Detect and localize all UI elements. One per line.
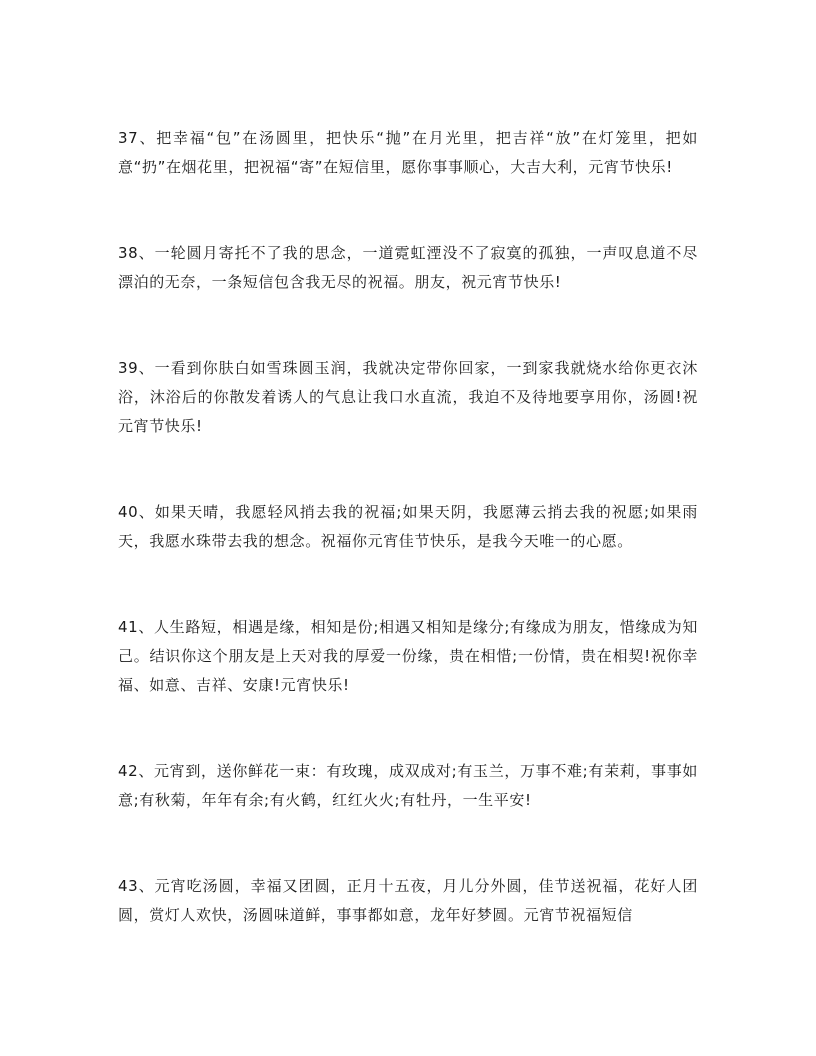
paragraph-40: 40、如果天晴，我愿轻风捎去我的祝福;如果天阴，我愿薄云捎去我的祝愿;如果雨天，我愿水珠带去我的想念。祝福你元宵佳节快乐，是我今天唯一的心愿。: [118, 503, 698, 550]
paragraph-37: 37、把幸福“包”在汤圆里，把快乐“抛”在月光里，把吉祥“放”在灯笼里，把如意“扔”在烟花里，把祝福“寄”在短信里，愿你事事顺心，大吉大利，元宵节快乐!: [118, 129, 698, 176]
paragraph-38: 38、一轮圆月寄托不了我的思念，一道霓虹湮没不了寂寞的孤独，一声叹息道不尽漂泊的无奈，一条短信包含我无尽的祝福。朋友，祝元宵节快乐!: [118, 244, 698, 291]
paragraph-41: 41、人生路短，相遇是缘，相知是份;相遇又相知是缘分;有缘成为朋友，惜缘成为知己。结识你这个朋友是上天对我的厚爱一份缘，贵在相惜;一份情，贵在相契!祝你幸福、如意、吉祥、安康!元宵快乐!: [118, 618, 698, 694]
paragraph-43: 43、元宵吃汤圆，幸福又团圆，正月十五夜，月儿分外圆，佳节送祝福，花好人团圆，赏灯人欢快，汤圆味道鲜，事事都如意，龙年好梦圆。元宵节祝福短信: [118, 877, 698, 924]
paragraph-39: 39、一看到你肤白如雪珠圆玉润，我就决定带你回家，一到家我就烧水给你更衣沐浴，沐浴后的你散发着诱人的气息让我口水直流，我迫不及待地要享用你，汤圆!祝元宵节快乐!: [118, 359, 698, 435]
paragraph-42: 42、元宵到，送你鲜花一束：有玫瑰，成双成对;有玉兰，万事不难;有茉莉，事事如意;有秋菊，年年有余;有火鹤，红红火火;有牡丹，一生平安!: [118, 762, 698, 809]
document-body: [118, 124, 698, 930]
